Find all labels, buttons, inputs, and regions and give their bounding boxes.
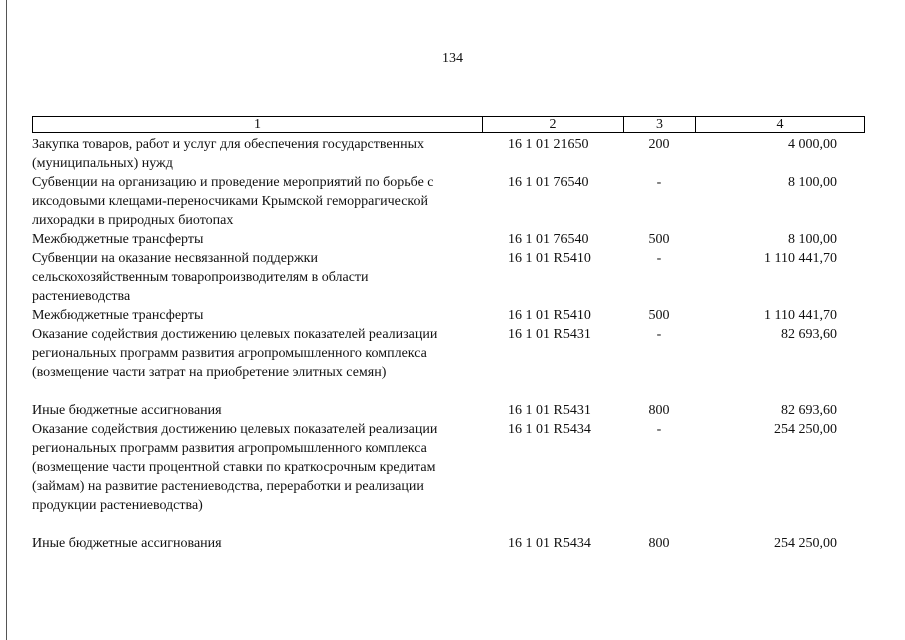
row-code: 16 1 01 76540 xyxy=(508,232,589,247)
row-amount: 4 000,00 xyxy=(788,137,837,152)
row-name: Субвенции на оказание несвязанной поддержки сельскохозяйственным товаропроизводителям в области растениеводства xyxy=(32,251,369,304)
row-amount: 1 110 441,70 xyxy=(764,251,837,266)
row-code: 16 1 01 R5410 xyxy=(508,251,591,266)
row-code: 16 1 01 76540 xyxy=(508,175,589,190)
row-code: 16 1 01 R5431 xyxy=(508,327,591,342)
row-name: Оказание содействия достижению целевых показателей реализации региональных программ развития агропромышленного комплекса (возмещение части процентной ставки по краткосрочным кредитам (займам) на развитие растениеводства, переработки и реализации продукции растениеводства) xyxy=(32,422,438,513)
table-body xyxy=(32,135,865,553)
table-row xyxy=(32,420,865,515)
header-col-3: 3 xyxy=(624,117,696,132)
row-code: 16 1 01 R5434 xyxy=(508,422,591,437)
row-name: Субвенции на организацию и проведение мероприятий по борьбе с иксодовыми клещами-переносчиками Крымской геморрагической лихорадки в природных биотопах xyxy=(32,175,434,228)
row-type: - xyxy=(656,422,662,437)
row-name: Межбюджетные трансферты xyxy=(32,232,204,247)
row-name: Оказание содействия достижению целевых показателей реализации региональных программ развития агропромышленного комплекса (возмещение части затрат на приобретение элитных семян) xyxy=(32,327,438,380)
row-amount: 82 693,60 xyxy=(781,403,837,418)
header-col-2: 2 xyxy=(483,117,624,132)
row-code: 16 1 01 21650 xyxy=(508,137,589,152)
row-type: 500 xyxy=(648,232,670,247)
row-name: Иные бюджетные ассигнования xyxy=(32,403,222,418)
row-type: 200 xyxy=(648,137,670,152)
table-row xyxy=(32,230,865,249)
table-row xyxy=(32,401,865,420)
header-col-4: 4 xyxy=(776,117,784,132)
table-row xyxy=(32,249,865,306)
row-amount: 82 693,60 xyxy=(781,327,837,342)
table-row xyxy=(32,173,865,230)
row-amount: 254 250,00 xyxy=(774,536,837,551)
row-code: 16 1 01 R5431 xyxy=(508,403,591,418)
page-binding-line xyxy=(6,0,7,640)
row-type: - xyxy=(656,175,662,190)
table-row xyxy=(32,325,865,382)
row-amount: 8 100,00 xyxy=(788,175,837,190)
page-number: 134 xyxy=(442,51,463,66)
row-type: - xyxy=(656,327,662,342)
table-header xyxy=(32,116,865,133)
row-amount: 1 110 441,70 xyxy=(764,308,837,323)
row-type: - xyxy=(656,251,662,266)
row-code: 16 1 01 R5434 xyxy=(508,536,591,551)
row-name: Закупка товаров, работ и услуг для обеспечения государственных (муниципальных) нужд xyxy=(32,137,425,171)
row-name: Иные бюджетные ассигнования xyxy=(32,536,222,551)
row-name: Межбюджетные трансферты xyxy=(32,308,204,323)
table-row xyxy=(32,534,865,553)
table-row xyxy=(32,135,865,173)
row-type: 800 xyxy=(648,403,670,418)
row-type: 800 xyxy=(648,536,670,551)
table-row xyxy=(32,306,865,325)
row-amount: 254 250,00 xyxy=(774,422,837,437)
row-type: 500 xyxy=(648,308,670,323)
row-amount: 8 100,00 xyxy=(788,232,837,247)
row-code: 16 1 01 R5410 xyxy=(508,308,591,323)
header-col-1: 1 xyxy=(33,117,483,132)
